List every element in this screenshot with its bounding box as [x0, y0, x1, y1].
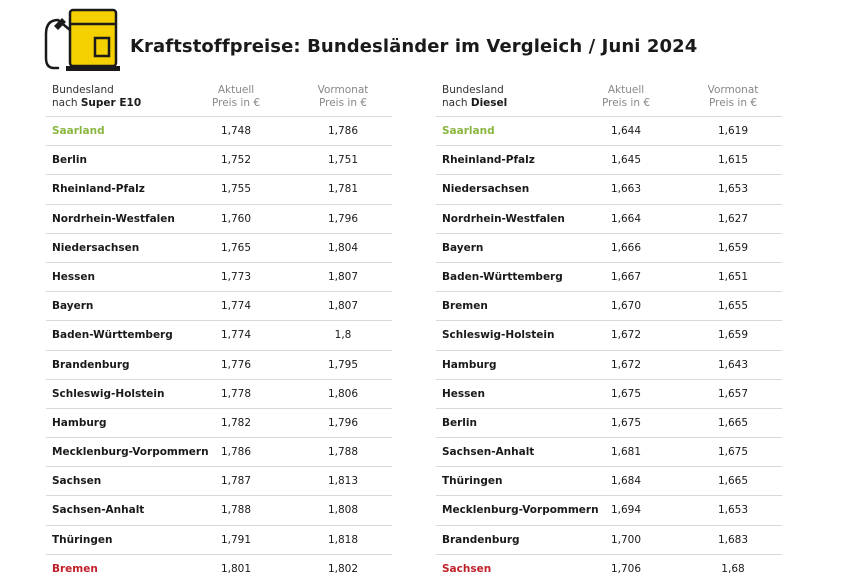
table-row [46, 146, 392, 175]
current-price: 1,644 [610, 125, 642, 137]
current-price: 1,776 [220, 358, 252, 371]
table-row [46, 292, 392, 321]
previous-price: 1,751 [327, 154, 359, 167]
current-price: 1,667 [610, 270, 642, 283]
page-title: Kraftstoffpreise: Bundesländer im Vergleich / Juni 2024 [130, 36, 698, 57]
table-row [436, 380, 782, 409]
table-row [46, 351, 392, 380]
previous-price: 1,643 [717, 358, 749, 371]
state-name: Schleswig-Holstein [442, 329, 555, 342]
table-row [436, 234, 782, 263]
table-row [436, 438, 782, 467]
previous-price: 1,653 [717, 504, 749, 517]
state-name: Mecklenburg-Vorpommern [442, 504, 599, 517]
previous-price: 1,675 [717, 446, 749, 459]
state-name: Hessen [442, 387, 486, 400]
state-name: Baden-Württemberg [52, 329, 173, 342]
previous-price: 1,796 [327, 212, 359, 225]
table-row [46, 555, 392, 583]
state-name: Hamburg [52, 416, 107, 429]
col-header-bundesland: Bundesland nach Super E10 [52, 84, 142, 109]
current-price: 1,675 [610, 387, 642, 400]
table-row [46, 467, 392, 496]
state-name: Rheinland-Pfalz [52, 183, 145, 196]
table-row [436, 409, 782, 438]
state-name: Nordrhein-Westfalen [52, 212, 175, 225]
current-price: 1,672 [610, 358, 642, 371]
state-name: Sachsen [52, 475, 102, 488]
current-price: 1,760 [220, 212, 252, 225]
table-row [46, 117, 392, 146]
super-e10-table [46, 84, 392, 583]
state-name: Brandenburg [442, 533, 520, 546]
table-row [436, 146, 782, 175]
state-name: Bayern [52, 300, 94, 313]
table-row [46, 263, 392, 292]
current-price: 1,664 [610, 212, 642, 225]
state-name: Nordrhein-Westfalen [442, 212, 565, 225]
previous-price: 1,795 [327, 358, 359, 371]
current-price: 1,694 [610, 504, 642, 517]
col-header-aktuell: Aktuell Preis in € [211, 84, 260, 109]
state-name: Schleswig-Holstein [52, 387, 165, 400]
table-row [436, 351, 782, 380]
table-row [46, 321, 392, 350]
state-name: Berlin [52, 154, 87, 167]
state-name: Bayern [442, 241, 484, 254]
table-row [436, 467, 782, 496]
previous-price: 1,807 [327, 300, 359, 313]
table-header [46, 84, 392, 117]
fuel-pump-icon [40, 6, 124, 74]
state-name: Hessen [52, 270, 96, 283]
previous-price: 1,807 [327, 270, 359, 283]
current-price: 1,752 [220, 154, 252, 167]
state-name: Rheinland-Pfalz [442, 154, 535, 167]
state-name: Thüringen [442, 475, 503, 488]
current-price: 1,681 [610, 446, 642, 459]
current-price: 1,765 [220, 241, 252, 254]
previous-price: 1,615 [717, 154, 749, 167]
current-price: 1,684 [610, 475, 642, 488]
table-row [46, 526, 392, 555]
state-name: Mecklenburg-Vorpommern [52, 446, 209, 459]
table-row [46, 175, 392, 204]
previous-price: 1,813 [327, 475, 359, 488]
previous-price: 1,665 [717, 475, 749, 488]
table-row [436, 263, 782, 292]
previous-price: 1,653 [717, 183, 749, 196]
state-name: Niedersachsen [442, 183, 530, 196]
previous-price: 1,806 [327, 387, 359, 400]
current-price: 1,675 [610, 416, 642, 429]
previous-price: 1,665 [717, 416, 749, 429]
current-price: 1,787 [220, 475, 252, 488]
previous-price: 1,8 [334, 329, 352, 342]
col-header-bundesland: Bundesland nach Diesel [442, 84, 508, 109]
table-row [46, 234, 392, 263]
state-name: Saarland [442, 125, 495, 137]
previous-price: 1,781 [327, 183, 359, 196]
table-row [436, 526, 782, 555]
state-name: Sachsen-Anhalt [52, 504, 145, 517]
state-name: Bremen [52, 562, 98, 575]
current-price: 1,755 [220, 183, 252, 196]
table-row [46, 205, 392, 234]
state-name: Berlin [442, 416, 477, 429]
current-price: 1,791 [220, 533, 252, 546]
previous-price: 1,659 [717, 329, 749, 342]
current-price: 1,666 [610, 241, 642, 254]
previous-price: 1,796 [327, 416, 359, 429]
previous-price: 1,627 [717, 212, 749, 225]
state-name: Brandenburg [52, 358, 130, 371]
current-price: 1,778 [220, 387, 252, 400]
previous-price: 1,683 [717, 533, 749, 546]
previous-price: 1,659 [717, 241, 749, 254]
table-row [436, 292, 782, 321]
state-name: Thüringen [52, 533, 113, 546]
previous-price: 1,786 [327, 125, 359, 137]
current-price: 1,801 [220, 562, 252, 575]
state-name: Saarland [52, 125, 105, 137]
table-row [436, 175, 782, 204]
col-header-aktuell: Aktuell Preis in € [601, 84, 650, 109]
current-price: 1,706 [610, 562, 642, 575]
previous-price: 1,818 [327, 533, 359, 546]
state-name: Sachsen [442, 562, 492, 575]
col-header-vormonat: Vormonat Preis in € [317, 84, 369, 109]
table-row [436, 555, 782, 583]
diesel-table [436, 84, 782, 583]
state-name: Baden-Württemberg [442, 270, 563, 283]
state-name: Bremen [442, 300, 488, 313]
current-price: 1,663 [610, 183, 642, 196]
current-price: 1,700 [610, 533, 642, 546]
previous-price: 1,655 [717, 300, 749, 313]
table-header [436, 84, 782, 117]
state-name: Hamburg [442, 358, 497, 371]
previous-price: 1,802 [327, 562, 359, 575]
table-row [46, 496, 392, 525]
current-price: 1,748 [220, 125, 252, 137]
current-price: 1,788 [220, 504, 252, 517]
current-price: 1,645 [610, 154, 642, 167]
current-price: 1,786 [220, 446, 252, 459]
previous-price: 1,804 [327, 241, 359, 254]
current-price: 1,670 [610, 300, 642, 313]
table-row [436, 321, 782, 350]
table-row [436, 117, 782, 146]
previous-price: 1,619 [717, 125, 749, 137]
state-name: Sachsen-Anhalt [442, 446, 535, 459]
previous-price: 1,651 [717, 270, 749, 283]
current-price: 1,672 [610, 329, 642, 342]
current-price: 1,782 [220, 416, 252, 429]
table-row [46, 380, 392, 409]
table-row [46, 438, 392, 467]
previous-price: 1,788 [327, 446, 359, 459]
col-header-vormonat: Vormonat Preis in € [707, 84, 759, 109]
previous-price: 1,68 [721, 562, 745, 575]
table-row [46, 409, 392, 438]
current-price: 1,773 [220, 270, 252, 283]
current-price: 1,774 [220, 329, 252, 342]
state-name: Niedersachsen [52, 241, 140, 254]
previous-price: 1,657 [717, 387, 749, 400]
previous-price: 1,808 [327, 504, 359, 517]
header [40, 6, 820, 74]
table-row [436, 496, 782, 525]
current-price: 1,774 [220, 300, 252, 313]
table-row [436, 205, 782, 234]
